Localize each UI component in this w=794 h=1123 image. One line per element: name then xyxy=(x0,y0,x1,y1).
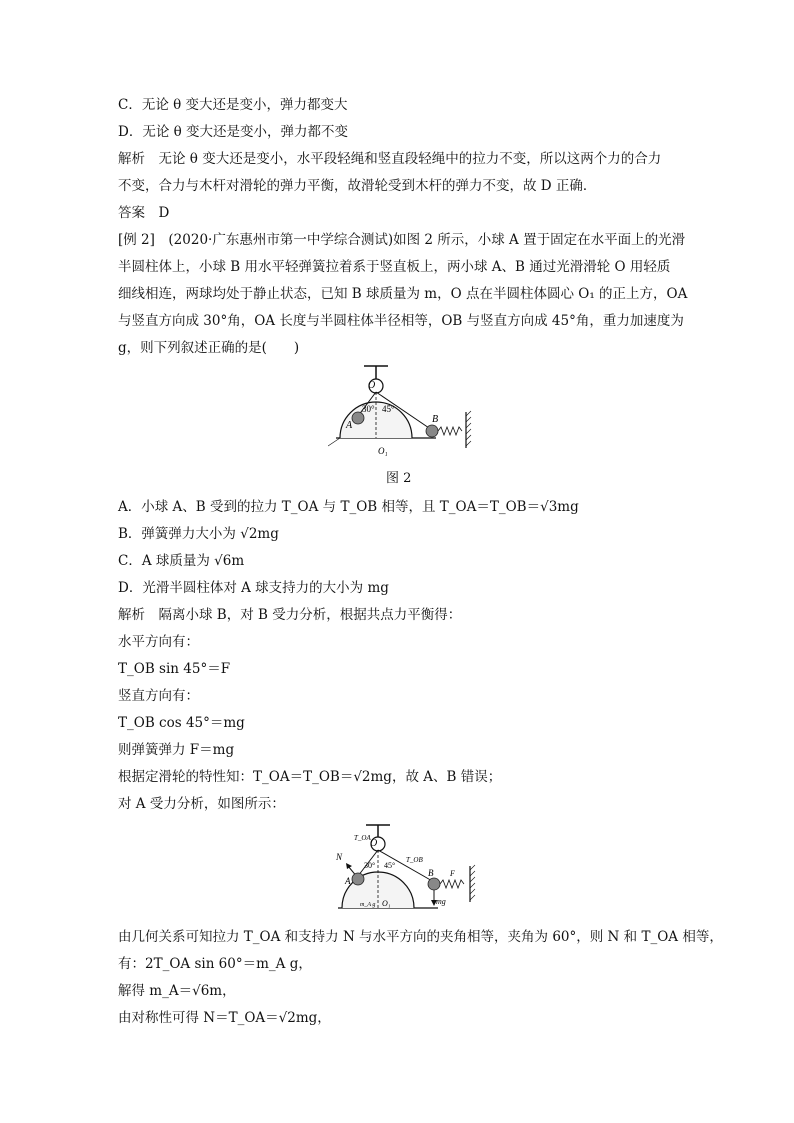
label-O1: O₁ xyxy=(378,446,388,456)
label-mg: mg xyxy=(436,897,446,906)
solution-line: 对 A 受力分析，如图所示： xyxy=(118,796,285,812)
analysis-line: 解析 无论 θ 变大还是变小，水平段轻绳和竖直段轻绳中的拉力不变，所以这两个力的合力 xyxy=(118,151,662,167)
solution-line: T_OB cos 45°＝mg xyxy=(118,715,245,731)
label-T-OB: T_OB xyxy=(406,856,423,864)
option-d: D．光滑半圆柱体对 A 球支持力的大小为 mg xyxy=(118,580,389,596)
label-45deg: 45° xyxy=(384,861,396,870)
option-c: C．A 球质量为 √6m xyxy=(118,553,245,569)
label-30deg: 30° xyxy=(362,404,375,414)
solution-line: 解析 隔离小球 B，对 B 受力分析，根据共点力平衡得： xyxy=(118,607,462,623)
solution-line: T_OB sin 45°＝F xyxy=(118,661,231,677)
label-mAg: m_A g xyxy=(360,902,376,908)
solution-line: 竖直方向有： xyxy=(118,688,199,704)
label-O: O xyxy=(370,838,378,849)
figure-2-diagram xyxy=(328,362,488,462)
label-30deg: 30° xyxy=(364,861,376,870)
label-45deg: 45° xyxy=(382,404,395,414)
solution-line: 有：2T_OA sin 60°＝m_A g， xyxy=(118,956,312,972)
solution-line: 根据定滑轮的特性知：T_OA＝T_OB＝√2mg，故 A、B 错误； xyxy=(118,769,502,785)
option-d-prev: D．无论 θ 变大还是变小，弹力都不变 xyxy=(118,124,349,140)
figure-caption: 图 2 xyxy=(386,471,412,486)
solution-line: 由几何关系可知拉力 T_OA 和支持力 N 与水平方向的夹角相等，夹角为 60°，则 N 和 T_OA 相等， xyxy=(118,929,723,945)
example-line: 半圆柱体上，小球 B 用水平轻弹簧拉着系于竖直板上，两小球 A、B 通过光滑滑轮 O 用轻质 xyxy=(118,259,671,275)
label-O1: O₁ xyxy=(382,899,391,908)
option-c-prev: C．无论 θ 变大还是变小，弹力都变大 xyxy=(118,97,348,113)
label-T-OA: T_OA xyxy=(354,834,371,842)
solution-line: 则弹簧弹力 F＝mg xyxy=(118,742,235,758)
option-a: A．小球 A、B 受到的拉力 T_OA 与 T_OB 相等，且 T_OA＝T_OB＝√3mg xyxy=(118,499,579,515)
analysis-line: 不变，合力与木杆对滑轮的弹力平衡，故滑轮受到木杆的弹力不变，故 D 正确． xyxy=(118,178,597,194)
label-O: O xyxy=(368,380,376,391)
solution-line: 水平方向有： xyxy=(118,634,199,650)
example-line: [例 2] (2020·广东惠州市第一中学综合测试)如图 2 所示，小球 A 置于固定在水平面上的光滑 xyxy=(118,232,686,248)
label-B: B xyxy=(432,414,439,425)
solution-line: 解得 m_A＝√6m， xyxy=(118,983,236,999)
force-analysis-diagram xyxy=(330,822,490,918)
label-A: A xyxy=(346,420,353,431)
example-line: 与竖直方向成 30°角，OA 长度与半圆柱体半径相等，OB 与竖直方向成 45°角，重力加速度为 xyxy=(118,313,684,329)
solution-line: 由对称性可得 N＝T_OA＝√2mg， xyxy=(118,1010,331,1026)
label-A: A xyxy=(345,876,351,886)
answer-line: 答案 D xyxy=(118,205,170,221)
label-N: N xyxy=(336,852,343,862)
option-b: B．弹簧弹力大小为 √2mg xyxy=(118,526,279,542)
example-line: 细线相连，两球均处于静止状态，已知 B 球质量为 m，O 点在半圆柱体圆心 O₁ 的正上方，OA xyxy=(118,286,688,302)
label-F: F xyxy=(450,869,455,878)
label-B: B xyxy=(428,868,434,878)
example-line: g，则下列叙述正确的是( ) xyxy=(118,340,300,356)
